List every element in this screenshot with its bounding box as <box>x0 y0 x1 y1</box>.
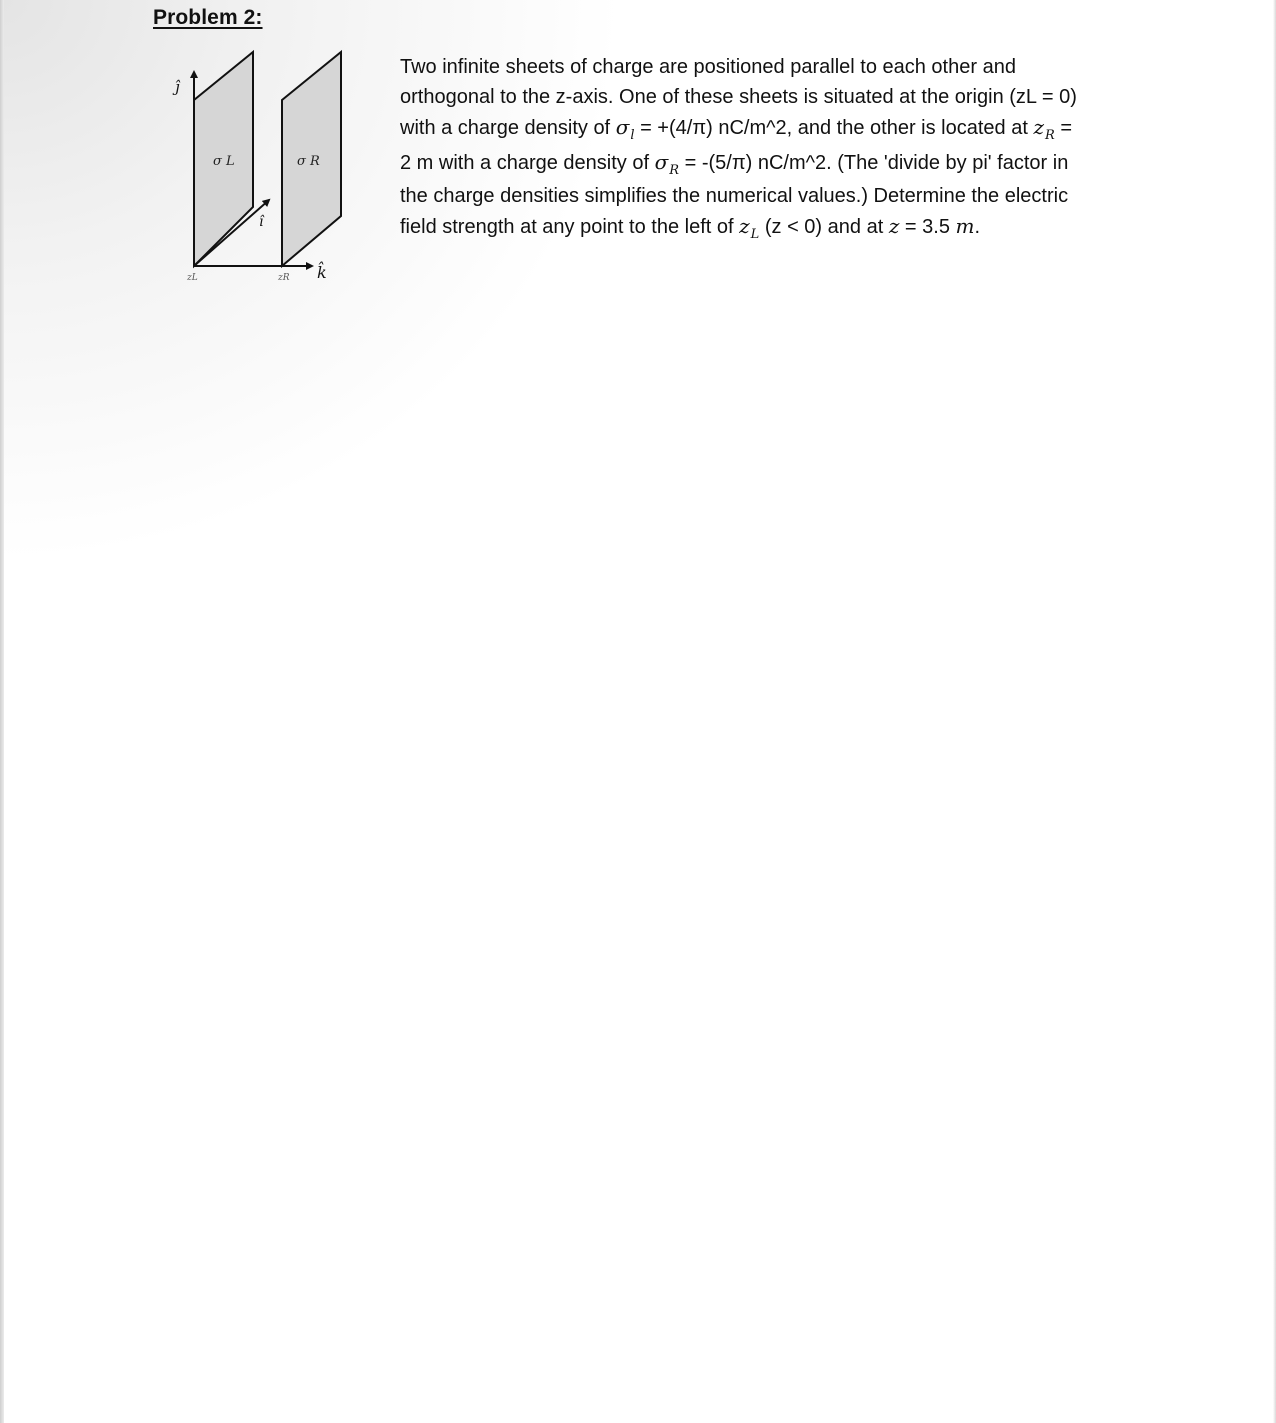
j-hat-label: ĵ <box>175 78 180 96</box>
text-run: the charge densities simplifies the numerical values.) Determine the electric <box>400 184 1069 207</box>
math-subscript: L <box>750 227 760 243</box>
sheet-right-label: σ R <box>297 154 320 169</box>
text-run: 2 m with a charge density of <box>400 151 655 174</box>
problem-title: Problem 2: <box>153 6 263 29</box>
text-run: Two infinite sheets of charge are positioned parallel to each other and <box>400 56 1016 78</box>
math-symbol: z <box>888 214 900 239</box>
z-left-label: zL <box>187 273 198 283</box>
problem-text-line <box>400 82 1130 112</box>
problem-text-line <box>400 211 1130 245</box>
text-run: . <box>974 216 981 239</box>
math-symbol: m <box>955 214 975 239</box>
text-run: = 3.5 <box>899 216 956 239</box>
problem-text-line <box>400 181 1130 211</box>
text-run: = +(4/π) nC/m^2, and the other is located at <box>634 117 1034 140</box>
problem-text-line <box>400 52 1130 82</box>
problem-text-line <box>400 147 1130 181</box>
text-run: = -(5/π) nC/m^2. (The 'divide by pi' factor in <box>679 151 1069 174</box>
sheet-left-label: σ L <box>213 154 235 169</box>
text-run: = <box>1054 117 1073 140</box>
math-symbol: $z_R$ <box>1033 115 1055 144</box>
math-subscript: R <box>1045 128 1055 144</box>
math-subscript: l <box>630 128 635 144</box>
math-symbol: $\sigma_R$ <box>654 149 680 178</box>
math-subscript: R <box>669 162 680 178</box>
problem-text-line <box>400 112 1130 146</box>
math-symbol: $\sigma_l$ <box>615 115 635 144</box>
z-right-label: zR <box>278 273 290 283</box>
i-hat-label: î <box>259 214 264 230</box>
text-run: field strength at any point to the left of <box>400 216 740 239</box>
math-symbol: $z_L$ <box>739 214 760 243</box>
text-run: with a charge density of <box>400 117 616 140</box>
charge-sheets-diagram <box>160 40 360 295</box>
page-left-edge <box>0 0 4 1423</box>
text-run: orthogonal to the z-axis. One of these sheets is situated at the origin (zL = 0) <box>400 86 1077 109</box>
charge-sheets-figure <box>160 40 360 295</box>
problem-statement <box>400 52 1130 245</box>
k-hat-label: k̂ <box>317 263 327 282</box>
text-run: (z < 0) and at <box>759 216 889 239</box>
